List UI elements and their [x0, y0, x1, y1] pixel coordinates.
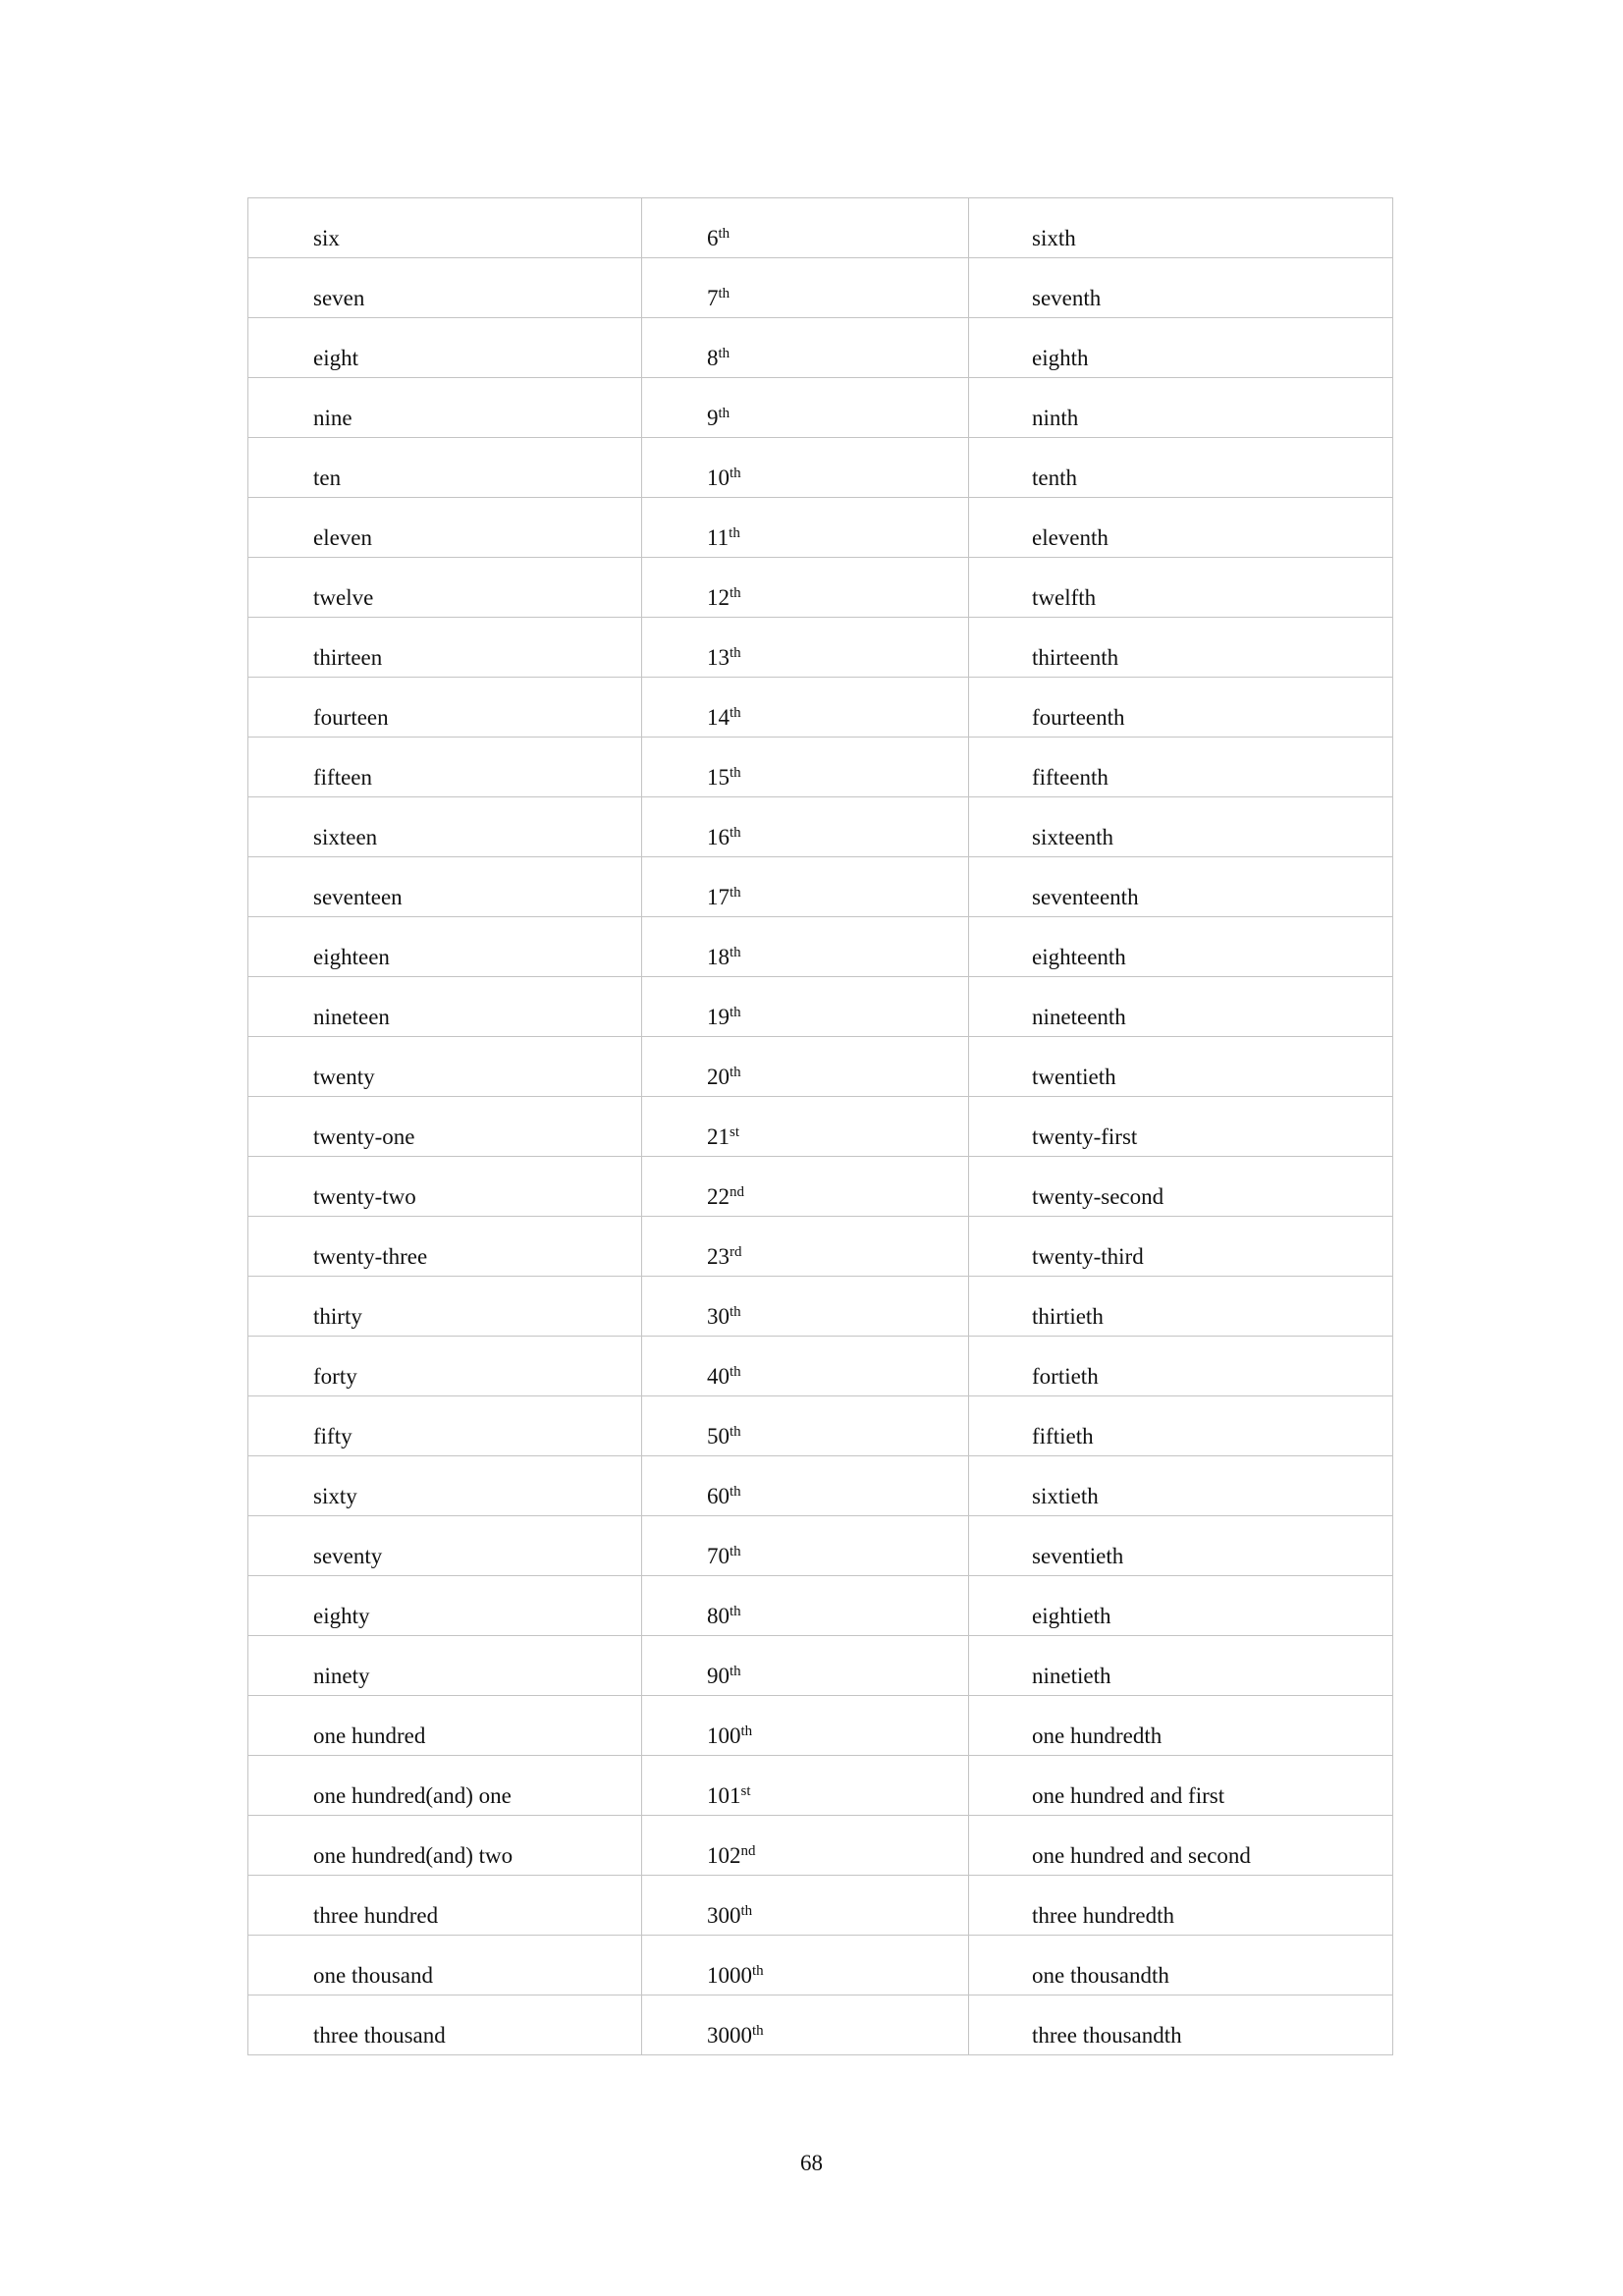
ordinal-word-cell — [969, 1337, 1393, 1396]
ordinal-number — [642, 1277, 968, 1331]
ordinal-digits: 40 — [707, 1364, 730, 1389]
cardinal-word-cell — [248, 1217, 642, 1277]
ordinal-word-cell — [969, 1636, 1393, 1696]
cardinal-word-cell — [248, 738, 642, 797]
cardinal-word: three thousand — [313, 2023, 446, 2048]
ordinal-number-cell — [642, 318, 969, 378]
ordinal-number — [642, 1936, 968, 1990]
ordinal-number-cell — [642, 1037, 969, 1097]
ordinal-number-cell — [642, 1217, 969, 1277]
ordinal-digits: 7 — [707, 286, 719, 310]
ordinal-suffix: th — [730, 1484, 741, 1500]
cardinal-word-cell — [248, 1037, 642, 1097]
ordinal-word-cell — [969, 438, 1393, 498]
ordinal-number — [642, 318, 968, 372]
ordinal-suffix: th — [730, 945, 741, 960]
ordinal-number — [642, 258, 968, 312]
ordinal-suffix: nd — [730, 1184, 744, 1200]
ordinal-word: eighteenth — [1032, 945, 1126, 969]
table-row — [248, 917, 1393, 977]
cardinal-word: three hundred — [313, 1903, 439, 1928]
table-row — [248, 857, 1393, 917]
ordinal-number-cell — [642, 198, 969, 258]
ordinal-word-cell — [969, 1037, 1393, 1097]
ordinal-digits: 300 — [707, 1903, 741, 1928]
ordinal-suffix: th — [718, 406, 730, 421]
table-row — [248, 1636, 1393, 1696]
ordinal-number-cell — [642, 1876, 969, 1936]
ordinal-word-cell — [969, 977, 1393, 1037]
ordinal-number — [642, 558, 968, 612]
ordinal-suffix: th — [729, 525, 740, 541]
ordinal-number-cell — [642, 1337, 969, 1396]
ordinal-number — [642, 1636, 968, 1690]
ordinal-number-cell — [642, 1277, 969, 1337]
ordinal-digits: 6 — [707, 226, 719, 250]
cardinal-word-cell — [248, 378, 642, 438]
ordinal-word-cell — [969, 1217, 1393, 1277]
cardinal-word-cell — [248, 1157, 642, 1217]
ordinal-number-cell — [642, 977, 969, 1037]
ordinal-number-cell — [642, 1157, 969, 1217]
ordinal-suffix: th — [730, 705, 741, 721]
table-row — [248, 1576, 1393, 1636]
table-row — [248, 258, 1393, 318]
ordinal-suffix: th — [740, 1723, 753, 1739]
ordinal-word: twenty-second — [1032, 1184, 1164, 1209]
ordinal-word: fiftieth — [1032, 1424, 1094, 1449]
ordinal-suffix: th — [730, 885, 741, 901]
ordinal-word-cell — [969, 318, 1393, 378]
cardinal-word-cell — [248, 678, 642, 738]
ordinal-number-cell — [642, 797, 969, 857]
ordinal-word: one thousandth — [1032, 1963, 1169, 1988]
ordinal-number — [642, 1456, 968, 1510]
cardinal-word: twenty-one — [313, 1124, 415, 1149]
cardinal-word-cell — [248, 1337, 642, 1396]
cardinal-word: eleven — [313, 525, 373, 550]
ordinal-digits: 16 — [707, 825, 730, 849]
ordinal-suffix: th — [740, 1903, 753, 1919]
ordinal-word: three hundredth — [1032, 1903, 1174, 1928]
ordinal-number — [642, 498, 968, 552]
cardinal-word-cell — [248, 498, 642, 558]
ordinal-number — [642, 797, 968, 851]
ordinal-digits: 50 — [707, 1424, 730, 1449]
ordinal-digits: 30 — [707, 1304, 730, 1329]
cardinal-word-cell — [248, 198, 642, 258]
ordinal-number — [642, 857, 968, 911]
cardinal-word: nine — [313, 406, 352, 430]
ordinal-number — [642, 618, 968, 672]
ordinal-digits: 13 — [707, 645, 730, 670]
ordinal-word: fifteenth — [1032, 765, 1109, 790]
cardinal-word-cell — [248, 1995, 642, 2055]
ordinal-word-cell — [969, 1696, 1393, 1756]
ordinal-word-cell — [969, 857, 1393, 917]
cardinal-word-cell — [248, 1756, 642, 1816]
ordinal-number-cell — [642, 558, 969, 618]
table-body — [248, 198, 1393, 2055]
ordinal-number — [642, 1756, 968, 1810]
cardinal-word: sixty — [313, 1484, 357, 1508]
table-row — [248, 1157, 1393, 1217]
ordinal-digits: 10 — [707, 465, 730, 490]
ordinal-suffix: th — [730, 585, 741, 601]
ordinal-number-cell — [642, 1816, 969, 1876]
ordinal-word: one hundred and second — [1032, 1843, 1251, 1868]
table-row — [248, 318, 1393, 378]
ordinal-suffix: th — [730, 765, 741, 781]
ordinal-suffix: st — [740, 1783, 751, 1799]
ordinal-word-cell — [969, 258, 1393, 318]
table-row — [248, 558, 1393, 618]
ordinal-numbers-table — [247, 197, 1393, 2055]
cardinal-word: fourteen — [313, 705, 389, 730]
ordinal-word: nineteenth — [1032, 1005, 1126, 1029]
ordinal-word-cell — [969, 678, 1393, 738]
cardinal-word-cell — [248, 1277, 642, 1337]
cardinal-word: six — [313, 226, 340, 250]
ordinal-number — [642, 1217, 968, 1271]
ordinal-word-cell — [969, 738, 1393, 797]
ordinal-word: seventieth — [1032, 1544, 1124, 1568]
ordinal-digits: 3000 — [707, 2023, 752, 2048]
cardinal-word-cell — [248, 258, 642, 318]
ordinal-digits: 8 — [707, 346, 719, 370]
ordinal-word: thirtieth — [1032, 1304, 1104, 1329]
cardinal-word: sixteen — [313, 825, 378, 849]
ordinal-number — [642, 1816, 968, 1870]
ordinal-word: eighth — [1032, 346, 1089, 370]
ordinal-digits: 20 — [707, 1065, 730, 1089]
ordinal-word-cell — [969, 1277, 1393, 1337]
cardinal-word: one hundred(and) two — [313, 1843, 514, 1868]
cardinal-word-cell — [248, 977, 642, 1037]
table-row — [248, 1277, 1393, 1337]
cardinal-word-cell — [248, 1636, 642, 1696]
ordinal-digits: 9 — [707, 406, 719, 430]
cardinal-word-cell — [248, 1576, 642, 1636]
ordinal-digits: 90 — [707, 1664, 730, 1688]
table-row — [248, 678, 1393, 738]
cardinal-word-cell — [248, 1456, 642, 1516]
ordinal-suffix: th — [718, 346, 730, 361]
ordinal-number-cell — [642, 1636, 969, 1696]
ordinal-word: twenty-first — [1032, 1124, 1138, 1149]
ordinal-word: fortieth — [1032, 1364, 1099, 1389]
cardinal-word-cell — [248, 797, 642, 857]
cardinal-word-cell — [248, 1516, 642, 1576]
cardinal-word-cell — [248, 857, 642, 917]
ordinal-digits: 17 — [707, 885, 730, 909]
cardinal-word-cell — [248, 1696, 642, 1756]
ordinal-number-cell — [642, 378, 969, 438]
table-row — [248, 198, 1393, 258]
ordinal-word-cell — [969, 1396, 1393, 1456]
cardinal-word: twenty-two — [313, 1184, 416, 1209]
cardinal-word-cell — [248, 438, 642, 498]
ordinal-number — [642, 917, 968, 971]
cardinal-word-cell — [248, 1936, 642, 1995]
cardinal-word-cell — [248, 318, 642, 378]
ordinal-word: seventh — [1032, 286, 1102, 310]
ordinal-word: sixth — [1032, 226, 1076, 250]
ordinal-word-cell — [969, 558, 1393, 618]
table-row — [248, 1396, 1393, 1456]
ordinal-number-cell — [642, 738, 969, 797]
cardinal-word: ninety — [313, 1664, 370, 1688]
table-row — [248, 438, 1393, 498]
ordinal-suffix: th — [730, 465, 741, 481]
ordinal-number-cell — [642, 857, 969, 917]
cardinal-word-cell — [248, 1816, 642, 1876]
ordinal-number-cell — [642, 1756, 969, 1816]
ordinal-number-cell — [642, 498, 969, 558]
table-row — [248, 1097, 1393, 1157]
cardinal-word-cell — [248, 618, 642, 678]
ordinal-digits: 22 — [707, 1184, 730, 1209]
table-row — [248, 1936, 1393, 1995]
ordinal-number — [642, 1876, 968, 1930]
ordinal-number-cell — [642, 678, 969, 738]
table-row — [248, 1756, 1393, 1816]
ordinal-number — [642, 1037, 968, 1091]
ordinal-number-cell — [642, 1995, 969, 2055]
table-row — [248, 378, 1393, 438]
ordinal-suffix: th — [730, 645, 741, 661]
cardinal-word: one hundred — [313, 1723, 426, 1748]
ordinal-suffix: nd — [740, 1843, 756, 1859]
ordinal-word: twelfth — [1032, 585, 1097, 610]
ordinal-word: one hundred and first — [1032, 1783, 1225, 1808]
ordinal-suffix: th — [730, 1424, 741, 1440]
ordinal-word-cell — [969, 1097, 1393, 1157]
ordinal-number-cell — [642, 1516, 969, 1576]
ordinal-suffix: th — [752, 2023, 764, 2039]
ordinal-word: three thousandth — [1032, 2023, 1182, 2048]
ordinal-word-cell — [969, 1936, 1393, 1995]
cardinal-word: eighty — [313, 1604, 370, 1628]
cardinal-word-cell — [248, 917, 642, 977]
ordinal-suffix: th — [730, 1364, 741, 1380]
ordinal-number-cell — [642, 917, 969, 977]
ordinal-word: eightieth — [1032, 1604, 1111, 1628]
ordinal-word-cell — [969, 1576, 1393, 1636]
cardinal-word: thirteen — [313, 645, 383, 670]
ordinal-word: eleventh — [1032, 525, 1109, 550]
cardinal-word: nineteen — [313, 1005, 390, 1029]
ordinal-word: ninth — [1032, 406, 1079, 430]
cardinal-word-cell — [248, 1876, 642, 1936]
ordinal-word-cell — [969, 198, 1393, 258]
ordinal-suffix: th — [718, 226, 730, 242]
ordinal-word: one hundredth — [1032, 1723, 1163, 1748]
ordinal-word: seventeenth — [1032, 885, 1139, 909]
ordinal-word-cell — [969, 1456, 1393, 1516]
ordinal-digits: 14 — [707, 705, 730, 730]
ordinal-number-cell — [642, 1576, 969, 1636]
ordinal-suffix: th — [730, 1065, 741, 1080]
table-row — [248, 1816, 1393, 1876]
ordinal-word-cell — [969, 498, 1393, 558]
table-row — [248, 1516, 1393, 1576]
ordinal-number-cell — [642, 1396, 969, 1456]
ordinal-number — [642, 738, 968, 792]
table-row — [248, 1995, 1393, 2055]
cardinal-word: twelve — [313, 585, 374, 610]
cardinal-word-cell — [248, 1396, 642, 1456]
cardinal-word-cell — [248, 558, 642, 618]
ordinal-number — [642, 1396, 968, 1450]
ordinal-digits: 101 — [707, 1783, 741, 1808]
ordinal-number — [642, 198, 968, 252]
ordinal-number — [642, 1696, 968, 1750]
ordinal-number-cell — [642, 1456, 969, 1516]
cardinal-word: seventeen — [313, 885, 403, 909]
cardinal-word: eighteen — [313, 945, 390, 969]
ordinal-suffix: st — [730, 1124, 740, 1140]
ordinal-number-cell — [642, 438, 969, 498]
ordinal-suffix: th — [730, 825, 741, 841]
ordinal-word: tenth — [1032, 465, 1077, 490]
ordinal-number — [642, 438, 968, 492]
ordinal-word: twentieth — [1032, 1065, 1116, 1089]
cardinal-word: ten — [313, 465, 342, 490]
ordinal-number-cell — [642, 1696, 969, 1756]
ordinal-digits: 23 — [707, 1244, 730, 1269]
cardinal-word: fifteen — [313, 765, 373, 790]
cardinal-word: fifty — [313, 1424, 352, 1449]
ordinal-word-cell — [969, 1995, 1393, 2055]
ordinal-number — [642, 1576, 968, 1630]
cardinal-word: eight — [313, 346, 358, 370]
ordinal-word-cell — [969, 1756, 1393, 1816]
ordinal-digits: 21 — [707, 1124, 730, 1149]
cardinal-word: thirty — [313, 1304, 362, 1329]
ordinal-number-cell — [642, 1097, 969, 1157]
ordinal-digits: 70 — [707, 1544, 730, 1568]
ordinal-number — [642, 1995, 968, 2050]
cardinal-word-cell — [248, 1097, 642, 1157]
ordinal-suffix: th — [730, 1664, 741, 1679]
ordinal-number — [642, 977, 968, 1031]
ordinal-suffix: th — [730, 1604, 741, 1619]
ordinal-number — [642, 1097, 968, 1151]
table-row — [248, 738, 1393, 797]
cardinal-word: forty — [313, 1364, 357, 1389]
ordinal-number-cell — [642, 258, 969, 318]
ordinal-digits: 12 — [707, 585, 730, 610]
table-row — [248, 1876, 1393, 1936]
ordinal-digits: 80 — [707, 1604, 730, 1628]
ordinal-digits: 18 — [707, 945, 730, 969]
ordinal-digits: 11 — [707, 525, 730, 550]
ordinal-word: sixtieth — [1032, 1484, 1099, 1508]
ordinal-word-cell — [969, 917, 1393, 977]
ordinal-word: twenty-third — [1032, 1244, 1144, 1269]
ordinal-digits: 1000 — [707, 1963, 752, 1988]
table-row — [248, 1037, 1393, 1097]
ordinal-suffix: th — [730, 1544, 741, 1559]
ordinal-digits: 100 — [707, 1723, 741, 1748]
ordinal-number — [642, 678, 968, 732]
ordinal-number-cell — [642, 1936, 969, 1995]
ordinal-word-cell — [969, 1876, 1393, 1936]
ordinal-suffix: th — [730, 1304, 741, 1320]
ordinal-suffix: th — [730, 1005, 741, 1020]
ordinal-word: ninetieth — [1032, 1664, 1111, 1688]
ordinal-digits: 15 — [707, 765, 730, 790]
table-row — [248, 498, 1393, 558]
ordinal-digits: 60 — [707, 1484, 730, 1508]
ordinal-word-cell — [969, 378, 1393, 438]
ordinal-word-cell — [969, 797, 1393, 857]
cardinal-word: twenty — [313, 1065, 375, 1089]
cardinal-word: seventy — [313, 1544, 383, 1568]
page-number: 68 — [800, 2151, 823, 2175]
table-row — [248, 1696, 1393, 1756]
table-row — [248, 797, 1393, 857]
ordinal-word-cell — [969, 618, 1393, 678]
table-row — [248, 1217, 1393, 1277]
ordinal-number — [642, 378, 968, 432]
cardinal-word: seven — [313, 286, 365, 310]
ordinal-number-cell — [642, 618, 969, 678]
table-row — [248, 618, 1393, 678]
ordinal-suffix: th — [718, 286, 730, 301]
ordinal-number — [642, 1157, 968, 1211]
ordinal-suffix: rd — [730, 1244, 742, 1260]
ordinal-word-cell — [969, 1157, 1393, 1217]
ordinal-word: sixteenth — [1032, 825, 1114, 849]
ordinal-word: fourteenth — [1032, 705, 1125, 730]
ordinal-number — [642, 1516, 968, 1570]
cardinal-word: one thousand — [313, 1963, 434, 1988]
ordinal-digits: 102 — [707, 1843, 741, 1868]
table-row — [248, 1337, 1393, 1396]
cardinal-word: twenty-three — [313, 1244, 428, 1269]
ordinal-word-cell — [969, 1816, 1393, 1876]
ordinal-suffix: th — [752, 1963, 764, 1979]
ordinal-word: thirteenth — [1032, 645, 1119, 670]
ordinal-word-cell — [969, 1516, 1393, 1576]
ordinal-number — [642, 1337, 968, 1391]
cardinal-word: one hundred(and) one — [313, 1783, 512, 1808]
ordinal-digits: 19 — [707, 1005, 730, 1029]
table-row — [248, 977, 1393, 1037]
table-row — [248, 1456, 1393, 1516]
